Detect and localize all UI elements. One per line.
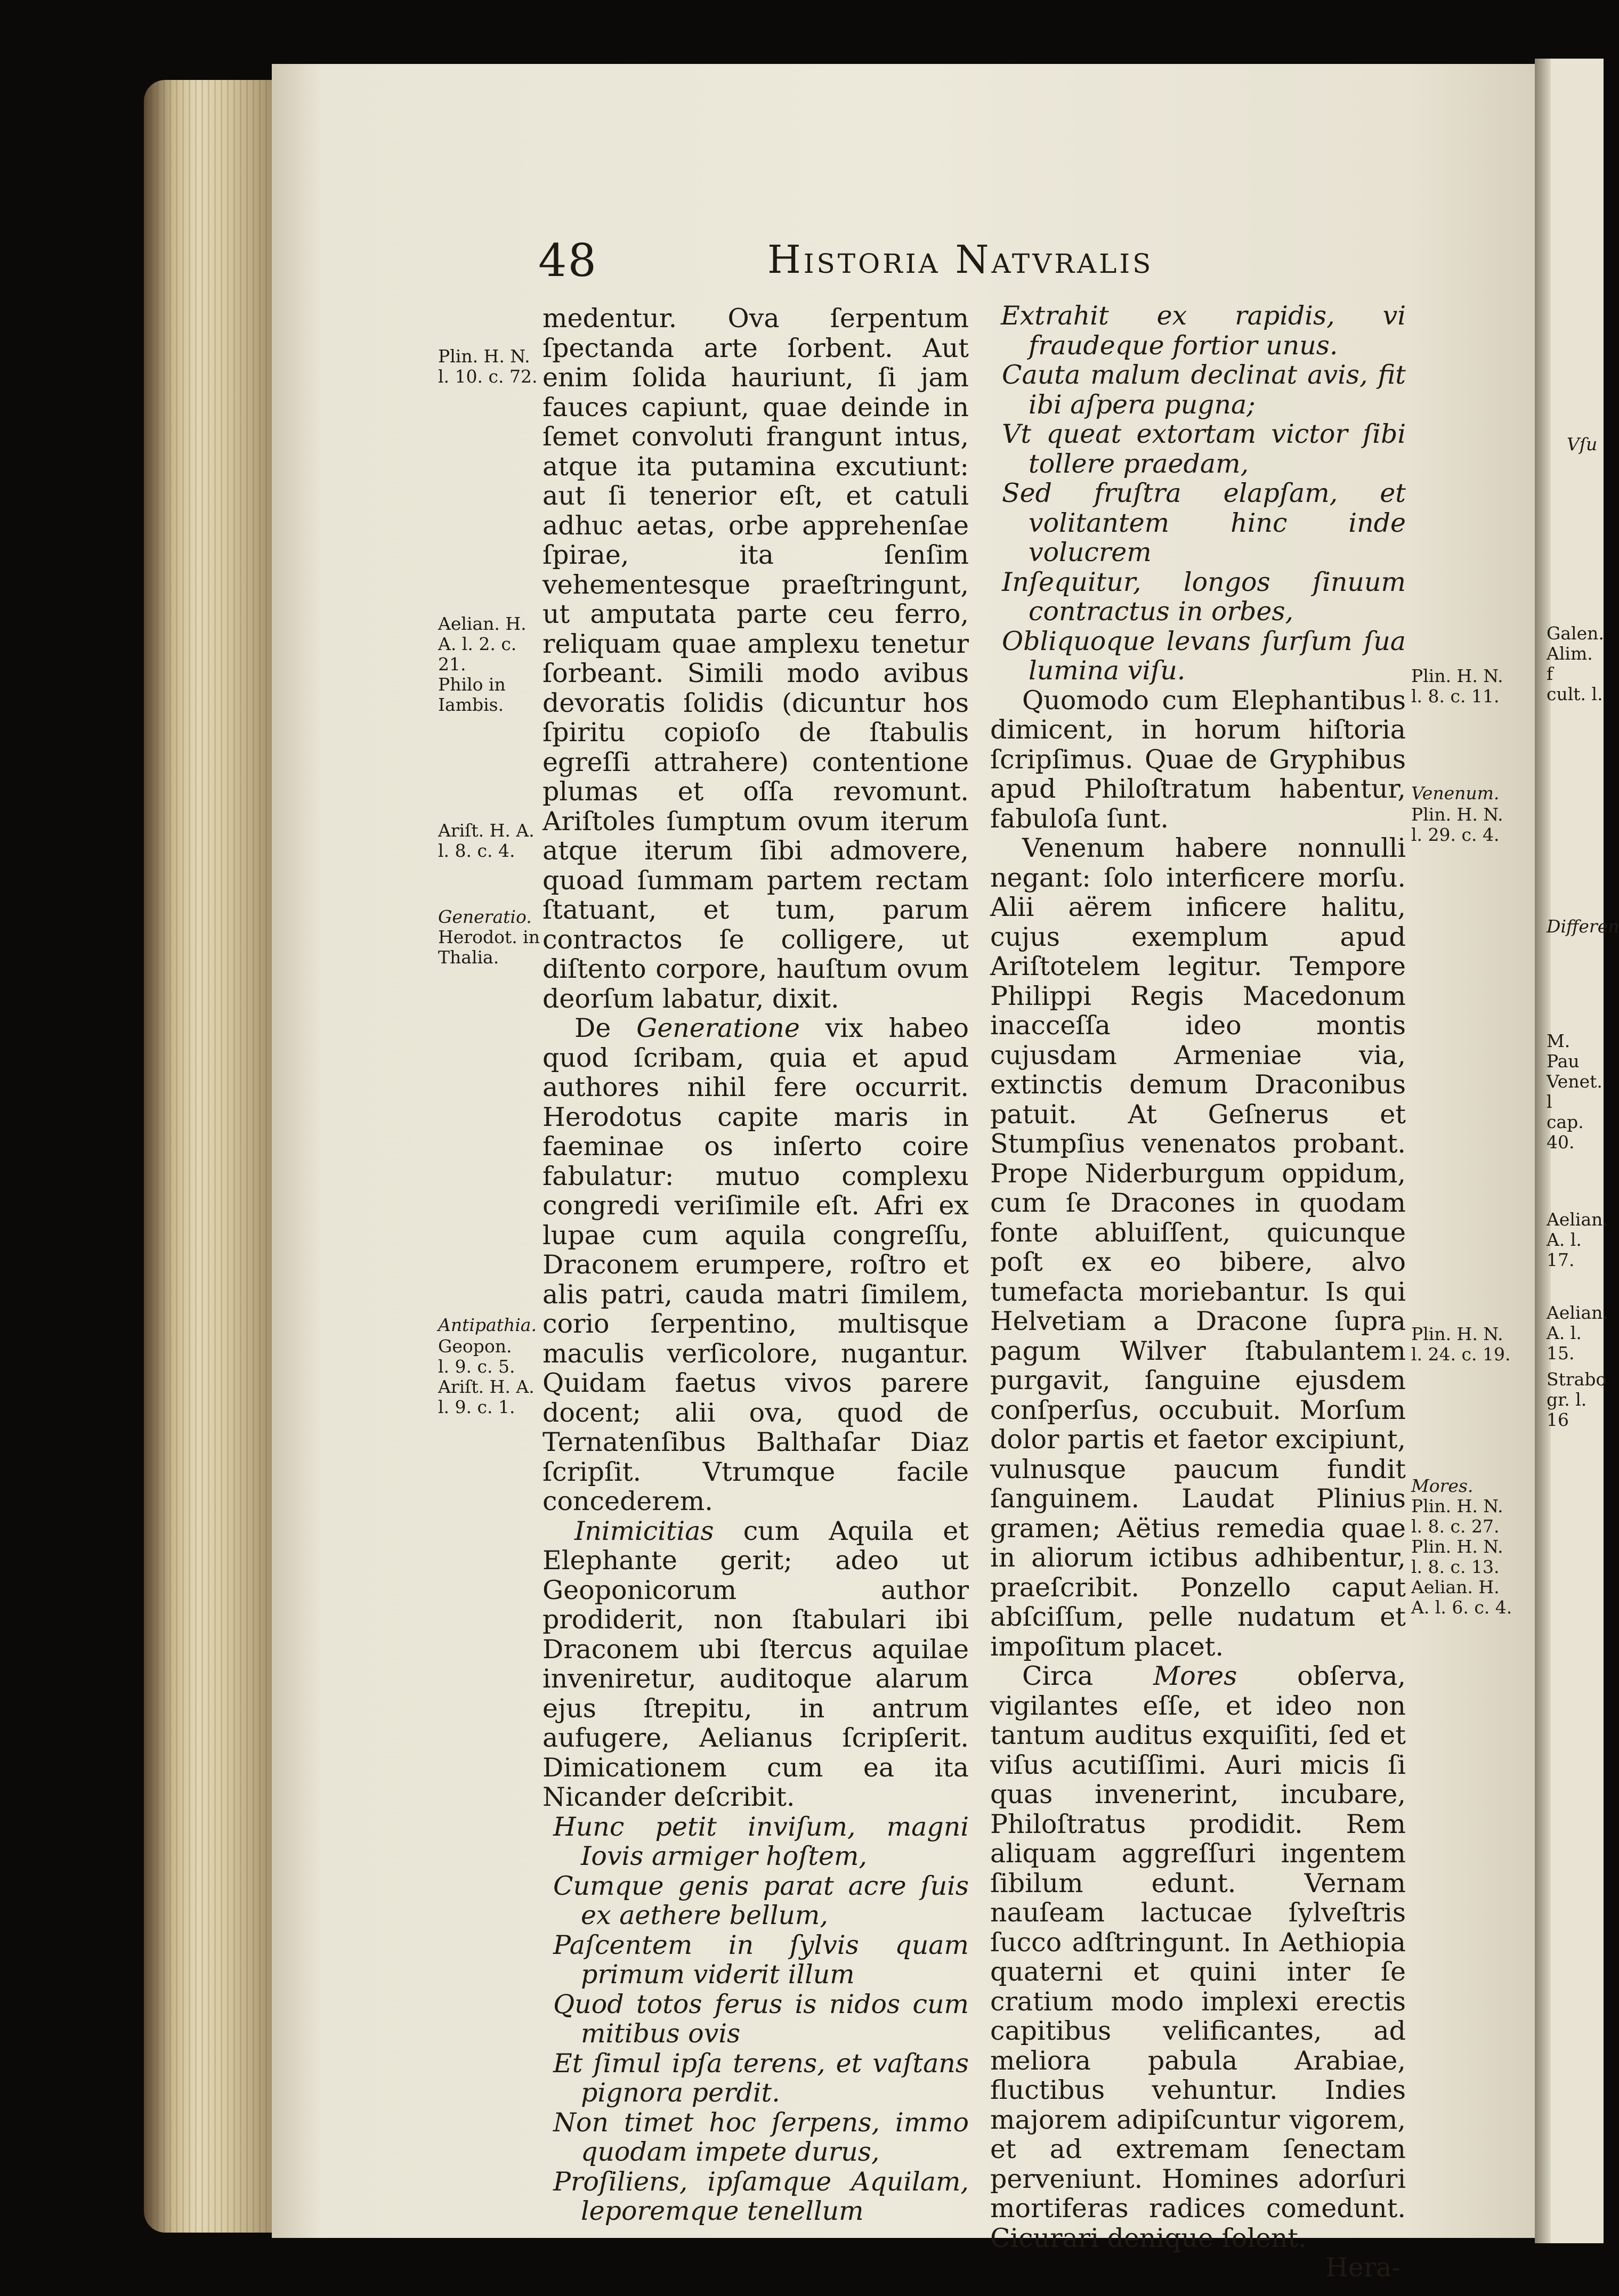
margin-note: Herodot. in Thalia.: [438, 927, 540, 968]
paragraph-rest: cum Aquila et Elephante gerit; adeo ut Geoponicorum author prodiderit, non ſtabulari ibi Draconem ubi ſtercus aquilae inveniretur, auditoque alarum ejus ſtrepitu, in antrum aufugere, Aelianus ſcripſerit. Dimicationem cum ea ita Nicander deſcribit.: [543, 1515, 969, 1812]
paragraph: [543, 1013, 969, 1516]
right-margin-notes: [1411, 0, 1544, 2296]
catchword: Hera-: [1325, 2252, 1401, 2283]
paragraph-italic-term: Mores: [1153, 1661, 1237, 1691]
fragment-note: M. Pau Venet. l cap. 40.: [1547, 1031, 1602, 1153]
verse-line: Proſiliens, ipſamque Aquilam, leporemque tenellum: [553, 2166, 969, 2226]
book-edge-pages: [144, 80, 277, 2233]
paragraph: Quomodo cum Elephantibus dimicent, in horum hiſtoria ſcripſimus. Quae de Gryphibus apud Philoſtratum habentur, fabuloſa ſunt.: [990, 685, 1406, 834]
paragraph: medentur. Ova ſerpentum ſpectanda arte ſorbent. Aut enim ſolida hauriunt, ſi jam fauces capiunt, quae deinde in ſemet convoluti frangunt intus, atque ita putamina excutiunt: aut ſi tenerior eſt, et catuli adhuc aetas, orbe apprehenſae ſpirae, ita ſenſim vehementesque praeſtringunt, ut amputata parte ceu ferro, reliquam quae amplexu tenetur ſorbeant. Simili modo avibus devoratis ſolidis (dicuntur hos ſpiritu copioſo de ſtabulis egreſſi attrahere) contentione plumas et oſſa revomunt. Ariſtoles ſumptum ovum iterum atque iterum ſibi admovere, quoad ſummam partem rectam ſtatuant, et tum, parum contractos ſe colligere, ut diſtento corpore, hauſtum ovum deorſum labatur, dixit.: [543, 303, 969, 1014]
verse-line: Paſcentem in ſylvis quam primum viderit illum: [553, 1929, 969, 1990]
paragraph-lead: Circa: [1022, 1661, 1154, 1691]
page-edge-lines: [144, 80, 277, 2233]
margin-note-heading: Venenum.: [1411, 783, 1500, 804]
adjacent-page-fragments: [1547, 0, 1619, 2296]
fragment-note: Aelian. A. l. 15.: [1547, 1302, 1608, 1364]
paragraph-rest: obſerva, vigilantes eſſe, et ideo non tantum auditus exquiſiti, ſed et viſus acutiſſimi. Auri micis ſi quas invenerint, incubare, Philoſtratus prodidit. Rem aliquam aggreſſuri ingentem ſibilum edunt. Vernam nauſeam lactucae ſylveſtris ſucco adſtringunt. In Aethiopia quaterni et quini inter ſe cratium modo implexi erectis capitibus velificantes, ad meliora pabula Arabiae, fluctibus vehuntur. Indies majorem adipiſcuntur vigorem, et ad extremam ſenectam perveniunt. Homines adorſuri mortiferas radices comedunt. Cicurari denique ſolent.: [990, 1661, 1406, 2253]
running-title: Historia Natvralis: [767, 237, 1154, 282]
fragment-note: Vſu: [1567, 434, 1598, 455]
verse-line: Sed fruſtra elapſam, et volitantem hinc inde volucrem: [1002, 478, 1406, 567]
verse-line: Cauta malum declinat avis, fit ibi aſpera pugna;: [1002, 360, 1406, 420]
fragment-note: Galen. Alim. f cult. l.: [1547, 623, 1604, 704]
verse-line: Extrahit ex rapidis, vi fraudeque fortior unus.: [1001, 301, 1406, 361]
margin-note: Plin. H. N. l. 10. c. 72.: [438, 346, 538, 387]
margin-note: Geopon. l. 9. c. 5. Ariſt. H. A. l. 9. c. 1.: [438, 1336, 535, 1417]
verse-block: [990, 301, 1406, 686]
left-margin-notes: [438, 0, 545, 2296]
verse-line: Vt queat extortam victor ſibi tollere praedam,: [1002, 419, 1406, 479]
page-header: [538, 234, 1231, 293]
margin-note: Plin. H. N. l. 8. c. 11.: [1411, 666, 1503, 707]
margin-note-heading: Mores.: [1411, 1475, 1474, 1496]
margin-note: Plin. H. N. l. 24. c. 19.: [1411, 1324, 1511, 1365]
paragraph: Venenum habere nonnulli negant: ſolo interficere morſu. Alii aërem inficere halitu, cujus exemplum apud Ariſtotelem legitur. Tempore Philippi Regis Macedonum inacceſſa ideo montis cujusdam Armeniae via, extinctis demum Draconibus patuit. At Geſnerus et Stumpſius venenatos probant. Prope Niderburgum oppidum, cum ſe Dracones in quodam fonte abluiſſent, quicunque poſt ex eo bibere, alvo tumefacta moriebantur. Is qui Helvetiam a Dracone ſupra pagum Wilver ſtabulantem purgavit, ſanguine ejusdem conſperſus, occubuit. Morſum dolor partis et faetor excipiunt, vulnusque paucum fundit ſanguinem. Laudat Plinius gramen; Aëtius remedia quae in aliorum ictibus adhibentur, praeſcribit. Ponzello caput abſciſſum, pelle nudatum et impoſitum placet.: [990, 833, 1406, 1662]
fragment-note: Differen: [1547, 916, 1619, 937]
verse-line: Obliquoque levans ſurſum ſua lumina viſu.: [1002, 626, 1406, 686]
paragraph-italic-term: Generatione: [636, 1013, 800, 1043]
page-number: 48: [538, 234, 597, 287]
paragraph: [543, 1516, 969, 1812]
left-text-column: [543, 304, 969, 2226]
paragraph: [990, 1661, 1406, 2253]
paragraph-italic-term: Inimicitias: [574, 1515, 714, 1546]
paragraph-lead: De: [574, 1013, 637, 1043]
margin-note: Plin. H. N. l. 8. c. 27. Plin. H. N. l. 8. c. 13. Aelian. H. A. l. 6. c. 4.: [1411, 1496, 1512, 1618]
verse-block: [543, 1812, 969, 2226]
verse-line: Non timet hoc ſerpens, immo quodam impete durus,: [553, 2107, 969, 2167]
margin-note: Ariſt. H. A. l. 8. c. 4.: [438, 820, 535, 861]
paragraph-rest: vix habeo quod ſcribam, quia et apud authores nihil fere occurrit. Herodotus capite maris in faeminae os inſerto coire fabulatur: mutuo complexu congredi veriſimile eſt. Afri ex lupae cum aquila congreſſu, Draconem erumpere, roſtro et alis patri, cauda matri ſimilem, corio ſerpentino, multisque maculis verſicolore, nugantur. Quidam faetus vivos parere docent; alii ova, quod de Ternatenſibus Balthaſar Diaz ſcripſit. Vtrumque facile concederem.: [543, 1013, 969, 1516]
margin-note-heading: Generatio.: [438, 906, 532, 927]
margin-note-heading: Antipathia.: [438, 1315, 537, 1335]
right-text-column: [990, 301, 1406, 2283]
verse-line: Et ſimul ipſa terens, et vaſtans pignora perdit.: [553, 2048, 969, 2108]
verse-line: Hunc petit inviſum, magni Iovis armiger hoſtem,: [553, 1811, 969, 1871]
verse-line: Quod totos ferus is nidos cum mitibus ovis: [553, 1989, 969, 2049]
verse-line: Cumque genis parat acre ſuis ex aethere bellum,: [553, 1870, 969, 1930]
margin-note: Aelian. H. A. l. 2. c. 21. Philo in Iambis.: [438, 613, 527, 715]
fragment-note: Strabo gr. l. 16: [1547, 1369, 1607, 1430]
margin-note: Plin. H. N. l. 29. c. 4.: [1411, 804, 1503, 845]
fragment-note: Aelian. A. l. 17.: [1547, 1209, 1608, 1270]
verse-line: Inſequitur, longos ſinuum contractus in orbes,: [1002, 566, 1406, 627]
